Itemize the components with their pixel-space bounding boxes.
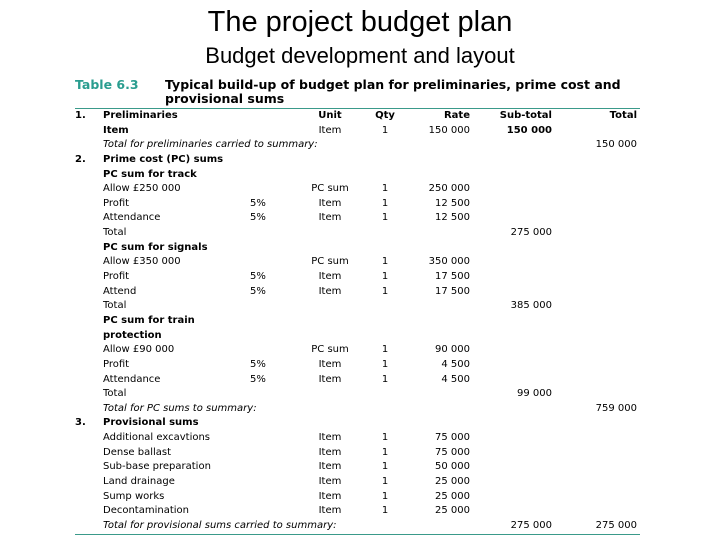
table-row	[75, 285, 640, 300]
column-header-subtotal: Sub-total	[499, 110, 552, 121]
row-item: Attend	[103, 285, 137, 297]
table-row	[75, 373, 640, 388]
row-item: PC sum for track	[103, 168, 197, 180]
row-rate: 25 000	[435, 490, 470, 502]
table-row	[75, 182, 640, 197]
row-item: Land drainage	[103, 476, 175, 488]
row-subtotal: 275 000	[510, 519, 552, 531]
row-unit: Item	[318, 505, 342, 517]
row-rate: 12 500	[435, 197, 470, 209]
row-unit: Item	[318, 285, 342, 297]
row-item: Attendance	[103, 373, 161, 385]
table-bottom-rule	[75, 534, 640, 535]
table-row	[75, 504, 640, 519]
row-unit: Item	[318, 373, 342, 385]
row-item: Total	[103, 227, 127, 239]
section-number: 2.	[75, 153, 86, 165]
slide-title: The project budget plan	[207, 6, 513, 38]
row-rate: 25 000	[435, 505, 470, 517]
table-row	[75, 299, 640, 314]
row-qty: 1	[381, 285, 389, 297]
row-subtotal: 150 000	[506, 124, 552, 136]
column-header-item: Preliminaries	[103, 110, 178, 121]
table-row	[75, 431, 640, 446]
row-item: Profit	[103, 358, 130, 370]
row-subtotal: 385 000	[510, 300, 552, 312]
row-unit: PC sum	[311, 344, 349, 356]
row-rate: 4 500	[441, 373, 470, 385]
row-unit: Item	[318, 212, 342, 224]
row-item: Decontamination	[103, 505, 189, 517]
row-percent: 5%	[250, 197, 266, 209]
row-qty: 1	[381, 212, 389, 224]
row-percent: 5%	[250, 358, 266, 370]
row-item: Allow £250 000	[103, 183, 181, 195]
row-qty: 1	[381, 476, 389, 488]
row-total: 275 000	[595, 519, 637, 531]
row-unit: PC sum	[311, 183, 349, 195]
row-qty: 1	[381, 271, 389, 283]
row-qty: 1	[381, 124, 389, 136]
row-item: Allow £90 000	[103, 344, 175, 356]
row-unit: Item	[318, 197, 342, 209]
table-row	[75, 387, 640, 402]
table-row	[75, 475, 640, 490]
table-row	[75, 329, 640, 344]
row-item: Sump works	[103, 490, 165, 502]
row-item: Dense ballast	[103, 446, 172, 458]
row-unit: Item	[318, 490, 342, 502]
row-rate: 350 000	[428, 256, 470, 268]
row-qty: 1	[381, 461, 389, 473]
row-unit: Item	[318, 358, 342, 370]
row-rate: 4 500	[441, 358, 470, 370]
table-row	[75, 255, 640, 270]
row-rate: 12 500	[435, 212, 470, 224]
table-row	[75, 490, 640, 505]
row-total: 759 000	[595, 402, 637, 414]
row-unit: Item	[318, 446, 342, 458]
row-item: Allow £350 000	[103, 256, 181, 268]
column-header-total: Total	[609, 110, 637, 121]
row-qty: 1	[381, 256, 389, 268]
row-rate: 17 500	[435, 271, 470, 283]
row-item: PC sum for signals	[103, 241, 208, 253]
table-row	[75, 138, 640, 153]
table-row	[75, 460, 640, 475]
row-rate: 50 000	[435, 461, 470, 473]
row-qty: 1	[381, 197, 389, 209]
row-qty: 1	[381, 432, 389, 444]
column-header-rate: Rate	[443, 110, 470, 121]
row-qty: 1	[381, 490, 389, 502]
row-unit: PC sum	[311, 256, 349, 268]
row-item: Total for PC sums to summary:	[103, 402, 257, 414]
row-item: Profit	[103, 197, 130, 209]
row-item: Attendance	[103, 212, 161, 224]
column-header-qty: Qty	[375, 110, 395, 121]
table-row	[75, 446, 640, 461]
table-row	[75, 519, 640, 534]
table-row	[75, 402, 640, 417]
row-percent: 5%	[250, 285, 266, 297]
table-number: Table 6.3	[75, 77, 139, 92]
section-number: 3.	[75, 417, 86, 429]
row-qty: 1	[381, 446, 389, 458]
row-item: Total for provisional sums carried to summary:	[103, 519, 337, 531]
table-row	[75, 211, 640, 226]
row-rate: 150 000	[428, 124, 470, 136]
table-row	[75, 226, 640, 241]
row-item: PC sum for train	[103, 314, 195, 326]
row-qty: 1	[381, 505, 389, 517]
table-row	[75, 153, 640, 168]
table-header-row	[75, 109, 640, 124]
table-row	[75, 197, 640, 212]
table-row	[75, 343, 640, 358]
row-unit: Item	[318, 124, 342, 136]
row-item: Prime cost (PC) sums	[103, 153, 224, 165]
row-item: Sub-base preparation	[103, 461, 211, 473]
row-percent: 5%	[250, 212, 266, 224]
table-row	[75, 358, 640, 373]
row-unit: Item	[318, 461, 342, 473]
row-qty: 1	[381, 344, 389, 356]
row-item: Provisional sums	[103, 417, 199, 429]
column-header-unit: Unit	[318, 110, 342, 121]
row-total: 150 000	[595, 139, 637, 151]
row-subtotal: 99 000	[517, 388, 552, 400]
slide-subtitle: Budget development and layout	[205, 43, 515, 68]
row-qty: 1	[381, 373, 389, 385]
table-row	[75, 124, 640, 139]
row-subtotal: 275 000	[510, 227, 552, 239]
row-rate: 250 000	[428, 183, 470, 195]
row-item: protection	[103, 329, 162, 341]
row-unit: Item	[318, 432, 342, 444]
table-row	[75, 314, 640, 329]
row-qty: 1	[381, 183, 389, 195]
budget-table	[75, 109, 640, 534]
row-rate: 75 000	[435, 446, 470, 458]
row-rate: 17 500	[435, 285, 470, 297]
row-item: Total	[103, 300, 127, 312]
row-item: Additional excavtions	[103, 432, 211, 444]
row-percent: 5%	[250, 271, 266, 283]
row-rate: 75 000	[435, 432, 470, 444]
row-item: Total for preliminaries carried to summary:	[103, 139, 318, 151]
row-rate: 90 000	[435, 344, 470, 356]
table-row	[75, 416, 640, 431]
row-item: Profit	[103, 271, 130, 283]
row-qty: 1	[381, 358, 389, 370]
section-number: 1.	[75, 110, 86, 121]
row-item: Total	[103, 388, 127, 400]
table-row	[75, 241, 640, 256]
table-caption: Typical build-up of budget plan for preliminaries, prime cost and provisional sums	[165, 77, 621, 106]
row-unit: Item	[318, 476, 342, 488]
table-row	[75, 168, 640, 183]
row-percent: 5%	[250, 373, 266, 385]
row-rate: 25 000	[435, 476, 470, 488]
table-row	[75, 270, 640, 285]
row-unit: Item	[318, 271, 342, 283]
row-item: Item	[103, 124, 129, 136]
